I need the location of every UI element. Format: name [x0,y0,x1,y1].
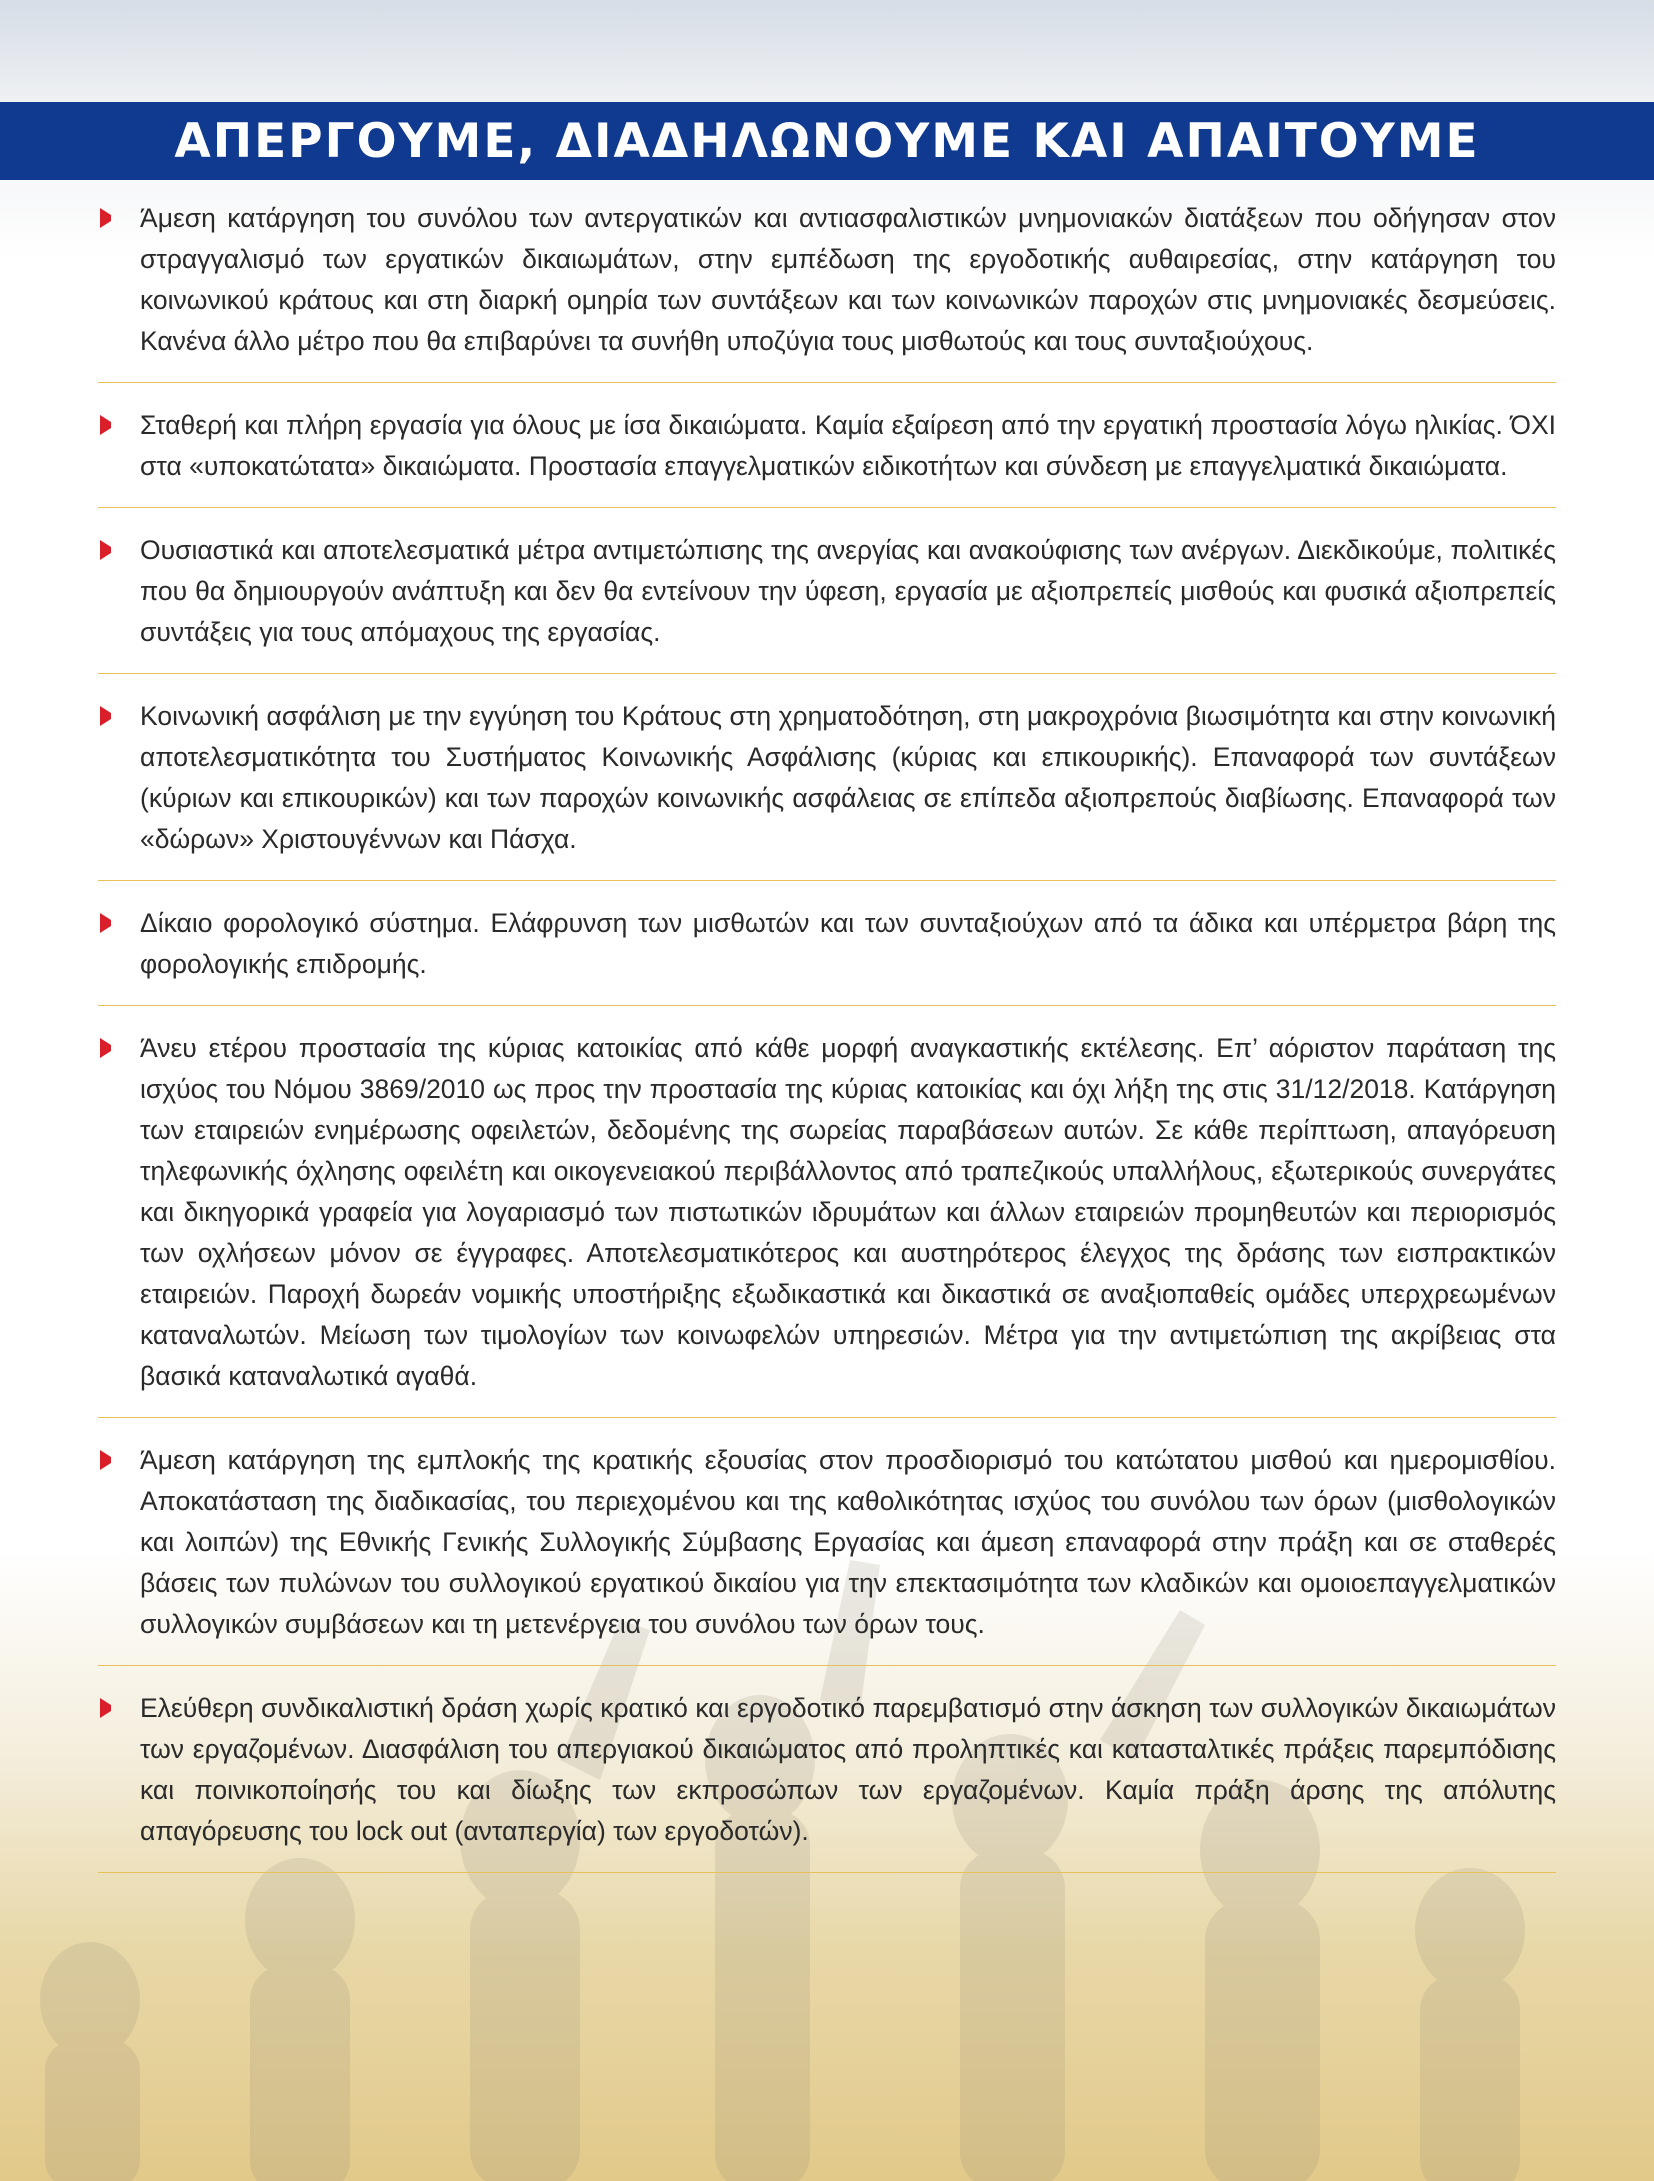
red-bullet-icon [100,913,111,933]
list-item [98,903,1556,1006]
list-item [98,530,1556,674]
page-title: ΑΠΕΡΓΟΥΜΕ, ΔΙΑΔΗΛΩΝΟΥΜΕ ΚΑΙ ΑΠΑΙΤΟΥΜΕ [174,113,1480,169]
item-text: Σταθερή και πλήρη εργασία για όλους με ίσα δικαιώματα. Καμία εξαίρεση από την εργατική προστασία λόγω ηλικίας. ΌΧΙ στα «υποκατώτατα» δικαιώματα. Προστασία επαγγελματικών ειδικοτήτων και σύνδεση με επαγγελματικά δικαιώματα. [140,410,1556,481]
item-text: Ελεύθερη συνδικαλιστική δράση χωρίς κρατικό και εργοδοτικό παρεμβατισμό στην άσκηση των συλλογικών δικαιωμάτων των εργαζομένων. Διασφάλιση του απεργιακού δικαιώματος από προληπτικές και κατασταλτικές πράξεις παρεμπόδισης και ποινικοποίησής του και δίωξης των εκπροσώπων των εργαζομένων. Καμία πράξη άρσης της απόλυτης απαγόρευσης του lock out (ανταπεργία) των εργοδοτών). [140,1693,1556,1846]
item-text: Άνευ ετέρου προστασία της κύριας κατοικίας από κάθε μορφή αναγκαστικής εκτέλεσης. Επ’ αόριστον παράταση της ισχύος του Νόμου 3869/2010 ως προς την προστασία της κύριας κατοικίας και όχι λήξη της στις 31/12/2018. Κατάργηση των εταιρειών ενημέρωσης οφειλετών, δεδομένης της σωρείας παραβάσεων αυτών. Σε κάθε περίπτωση, απαγόρευση τηλεφωνικής όχλησης οφειλέτη και οικογενειακού περιβάλλοντος από τραπεζικούς υπαλλήλους, εξωτερικούς συνεργάτες και δικηγορικά γραφεία για λογαριασμό των πιστωτικών ιδρυμάτων και άλλων εταιρειών προμηθευτών και περιορισμός των οχλήσεων μόνον σε έγγραφες. Αποτελεσματικότερος και αυστηρότερος έλεγχος της δράσης των εισπρακτικών εταιρειών. Παροχή δωρεάν νομικής υποστήριξης εξωδικαστικά και δικαστικά σε αναξιοπαθείς ομάδες υπερχρεωμένων καταναλωτών. Μείωση των τιμολογίων των κοινωφελών υπηρεσιών. Μέτρα για την αντιμετώπιση της ακρίβειας στα βασικά καταναλωτικά αγαθά. [140,1033,1556,1391]
red-bullet-icon [100,415,111,435]
list-item [98,1440,1556,1666]
item-text: Άμεση κατάργηση του συνόλου των αντεργατικών και αντιασφαλιστικών μνημονιακών διατάξεων που οδήγησαν στον στραγγαλισμό των εργατικών δικαιωμάτων, στην εμπέδωση της εργοδοτικής αυθαιρεσίας, στην κατάργηση του κοινωνικού κράτους και στη διαρκή ομηρία των συντάξεων και των κοινωνικών παροχών στις μνημονιακές δεσμεύσεις. Κανένα άλλο μέτρο που θα επιβαρύνει τα συνήθη υποζύγια τους μισθωτούς και τους συνταξιούχους. [140,203,1556,356]
list-item [98,405,1556,508]
list-item [98,696,1556,881]
item-text: Ουσιαστικά και αποτελεσματικά μέτρα αντιμετώπισης της ανεργίας και ανακούφισης των ανέργων. Διεκδικούμε, πολιτικές που θα δημιουργούν ανάπτυξη και δεν θα εντείνουν την ύφεση, εργασία με αξιοπρεπείς μισθούς και φυσικά αξιοπρεπείς συντάξεις για τους απόμαχους της εργασίας. [140,535,1556,647]
list-item [98,1688,1556,1873]
red-bullet-icon [100,706,111,726]
item-text: Δίκαιο φορολογικό σύστημα. Ελάφρυνση των μισθωτών και των συνταξιούχων από τα άδικα και υπέρμετρα βάρη της φορολογικής επιδρομής. [140,908,1556,979]
item-text: Άμεση κατάργηση της εμπλοκής της κρατικής εξουσίας στον προσδιορισμό του κατώτατου μισθού και ημερομισθίου. Αποκατάσταση της διαδικασίας, του περιεχομένου και της καθολικότητας ισχύος του συνόλου των όρων (μισθολογικών και λοιπών) της Εθνικής Γενικής Συλλογικής Σύμβασης Εργασίας και άμεση επαναφορά στην πράξη και σε σταθερές βάσεις των πυλώνων του συλλογικού εργατικού δικαίου για την επεκτασιμότητα των κλαδικών και ομοιοεπαγγελματικών συλλογικών συμβάσεων και τη μετενέργεια του συνόλου των όρων τους. [140,1445,1556,1639]
red-bullet-icon [100,1038,111,1058]
red-bullet-icon [100,208,111,228]
list-item [98,198,1556,383]
red-bullet-icon [100,1450,111,1470]
red-bullet-icon [100,540,111,560]
list-item [98,1028,1556,1418]
red-bullet-icon [100,1698,111,1718]
item-text: Κοινωνική ασφάλιση με την εγγύηση του Κράτους στη χρηματοδότηση, στη μακροχρόνια βιωσιμότητα και στην κοινωνική αποτελεσματικότητα του Συστήματος Κοινωνικής Ασφάλισης (κύριας και επικουρικής). Επαναφορά των συντάξεων (κύριων και επικουρικών) και των παροχών κοινωνικής ασφάλειας σε επίπεδα αξιοπρεπούς διαβίωσης. Επαναφορά των «δώρων» Χριστουγέννων και Πάσχα. [140,701,1556,854]
title-banner [0,102,1654,180]
demands-list [98,198,1556,1873]
